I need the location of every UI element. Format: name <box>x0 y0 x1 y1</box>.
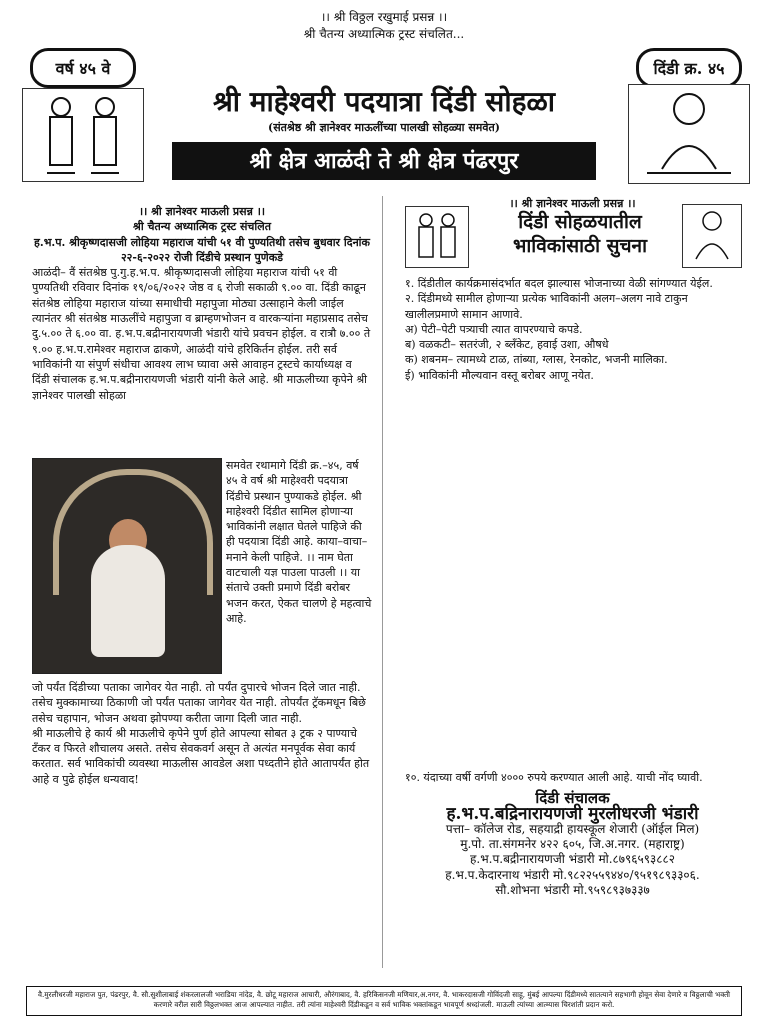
instruction-3: अ) पेटी–पेटी पत्र्याची त्यात वापरण्याचे कपडे. <box>405 322 583 336</box>
director-name: ह.भ.प.बद्रिनारायणजी मुरलीधरजी भंडारी <box>446 803 699 824</box>
year-badge: वर्ष ४५ वे <box>30 48 136 88</box>
column-divider <box>382 196 383 968</box>
left-body-1: आळंदी– वैं संतश्रेष्ठ पु.गु.ह.भ.प. श्रीकृष्णदासजी लोहिया महाराज यांची ५१ वी पुण्यतिथी रविवार दिनांक १९/०६/२०२२ जेष्ठ व ६ रोजी सकाळी ९.०० वा. दिंडी काढून संतश्रेष्ठ लोहिया महाराज यांच्या समाधीची महापुजा मोठ्या उत्साहाने केली जाईल त्यानंतर श्री संतश्रेष्ठ माऊलींचे महापुजा व ब्राम्हणभोजन व वारकऱ्यांना महाप्रसाद तसेच दु.५.०० ते ६.०० वा. ह.भ.प.बद्रीनारायणजी भंडारी यांचे प्रवचन होईल. व रात्रौ ७.०० ते ९.०० ह.भ.प.रामेश्वर महाराज ढाकणे, आळंदी यांचे हरिकिर्तन होईल. तरी सर्व भाविकांनी या संपुर्ण संधीचा आवश्य लाभ घ्यावा असे आवाहन ट्रस्टचे कार्याध्यक्ष व दिंडी संचालक ह.भ.प.बद्रीनारायणजी भंडारी यांनी केले आहे. श्री माऊलीच्या कृपेने श्री ज्ञानेश्वर पालखी सोहळा <box>32 266 371 402</box>
footer-tribute: वै.मुरलीधरजी महाराज पुत, पंढरपुर, वै. सौ.सुशीलाबाई शंकरलालजी भराडिया नांदेड, वै. छोटू महाराज आचारी, औरंगाबाद, वै. हरिकिसनजी मणियार,अ.नगर, वै. भाकरदासजी गोविंदजी साहू, मुंबई आपल्या दिंडीमध्ये सातत्याने सहभागी होवून सेवा देणारे व विठ्ठलाची भक्ती करणारे वरील सारी विठ्ठलभक्त आज आपल्यात नाहीत. तरी त्यांना माहेश्वरी दिंडीकडून व सर्व भाविक भक्तांकडून भावपूर्ण श्रध्दांजली. माऊली त्यांच्या आत्म्यास चिरशांती प्रदान करो. <box>26 986 742 1016</box>
instruction-7: १०. यंदाच्या वर्षी वर्गणी ४००० रुपये करण्यात आली आहे. याची नोंद घ्यावी. <box>405 771 703 784</box>
maharaj-photo <box>32 458 222 674</box>
instruction-4: ब) वळकटी– सतरंजी, २ ब्लॅंकेट, हवाई उशा, औषधे <box>405 338 609 352</box>
instruction-1: १. दिंडीतील कार्यक्रमासंदर्भात बदल झाल्यास भोजनाच्या वेळी सांगण्यात येईल. <box>405 277 713 290</box>
notice-title: दिंडी सोहळयातील भाविकांसाठी सुचना <box>513 211 647 257</box>
left-invocation: ।। श्री ज्ञानेश्वर माऊली प्रसन्न ।। <box>138 205 266 218</box>
right-column <box>405 276 740 383</box>
left-column-photo-side-text <box>226 458 372 626</box>
phone-line-3: सौ.शोभना भंडारी मो.९५९८९३७३३७ <box>495 883 650 898</box>
left-body-3: जो पर्यंत दिंडीच्या पताका जागेवर येत नाही. तो पर्यंत दुपारचे भोजन दिले जात नाही. तसेच मुक्कामाच्या ठिकाणी जो पर्यंत पताका जागेवर येत नाही. तोपर्यंत ट्रॅकमधून बिछे तसेच चहापान, भोजन अथवा झोपण्या करीता जागा दिली जात नाही. <box>32 681 366 725</box>
invocation-line-2: श्री चैतन्य अध्यात्मिक ट्रस्ट संचलित... <box>303 27 465 41</box>
left-column <box>32 204 372 403</box>
right-column-lower <box>405 770 740 898</box>
left-body-2: समवेत रथामागे दिंडी क्र.–४५, वर्ष ४५ वे वर्ष श्री माहेश्वरी पदयात्रा दिंडीचे प्रस्थान पुण्याकडे होईल. श्री माहेश्वरी दिंडीत सामिल होणाऱ्या भाविकांनी लक्षात घेतले पाहिजे की ही पदयात्रा दिंडी आहे. काया–वाचा–मनाने केली पाहिजे. ।। नाम घेता वाटचाली यज्ञ पाउला पाउली ।। या संताचे उक्ती प्रमाणे दिंडी बरोबर भजन करत, ऐकत चालणे हे महत्वाचे आहे. <box>226 459 372 625</box>
right-invocation: ।। श्री ज्ञानेश्वर माऊली प्रसन्न ।। <box>509 197 636 210</box>
address-line-1: पत्ता– कॉलेज रोड, सहयाद्री हायस्कूल शेजारी (ऑईल मिल) <box>445 821 700 836</box>
left-headline: ह.भ.प. श्रीकृष्णदासजी लोहिया महाराज यांची ५१ वी पुण्यतिथी तसेच बुधवार दिनांक २२-६-२०२२ रोजी दिंडीचे प्रस्थान पुणेकडे <box>34 235 370 264</box>
page-title: श्री माहेश्वरी पदयात्रा दिंडी सोहळा <box>212 85 555 118</box>
instruction-5: क) शबनम– त्यामध्ये टाळ, तांब्या, ग्लास, रेनकोट, भजनी मालिका. <box>405 353 668 367</box>
route-banner: श्री क्षेत्र आळंदी ते श्री क्षेत्र पंढरपुर <box>172 142 596 180</box>
page-subtitle: (संतश्रेष्ठ श्री ज्ञानेश्वर माऊलींच्या पालखी सोहळ्या समवेत) <box>268 121 500 134</box>
dindi-number-badge: दिंडी क्र. ४५ <box>636 48 742 88</box>
trust-name: श्री चैतन्य अध्यात्मिक ट्रस्ट संचलित <box>133 220 271 234</box>
left-column-continued <box>32 680 372 787</box>
vitthal-rukmini-icon <box>22 88 144 182</box>
address-line-2: मु.पो. ता.संगमनेर ४२२ ६०५, जि.अ.नगर. (महाराष्ट्र) <box>460 837 685 852</box>
invocation-line-1: ।। श्री विठ्ठल रखुमाई प्रसन्न ।। <box>320 10 448 24</box>
sant-dnyaneshwar-icon <box>628 84 750 184</box>
phone-line-2: ह.भ.प.केदारनाथ भंडारी मो.९८२२५५९४४०/९५१९८९३३०६. <box>445 867 700 882</box>
phone-line-1: ह.भ.प.बद्रीनारायणजी भंडारी मो.८७९६५९३८८२ <box>470 852 675 867</box>
left-body-4: श्री माऊलीचे हे कार्य श्री माऊलीचे कृपेने पुर्ण होते आपल्या सोबत ३ ट्रक २ पाण्याचे टॅंकर व फिरते शौचालय असते. तसेच सेवकवर्ग असून ते अत्यंत मनपूर्वक सेवा कार्य करतात. सर्व भाविकांची व्यवस्था माऊलीस आवडेल अशा पध्दतीने होते आतापर्यंत होत आहे व पुढे होईल धन्यवाद! <box>32 726 370 786</box>
instruction-6: ई) भाविकांनी मौल्यवान वस्तू बरोबर आणू नयेत. <box>405 368 594 382</box>
instruction-2: २. दिंडीमध्ये सामील होणाऱ्या प्रत्येक भाविकांनी अलग–अलग नावे टाकुन खालीलप्रमाणे सामान आणावे. <box>405 292 688 321</box>
director-heading: दिंडी संचालक <box>535 789 610 808</box>
